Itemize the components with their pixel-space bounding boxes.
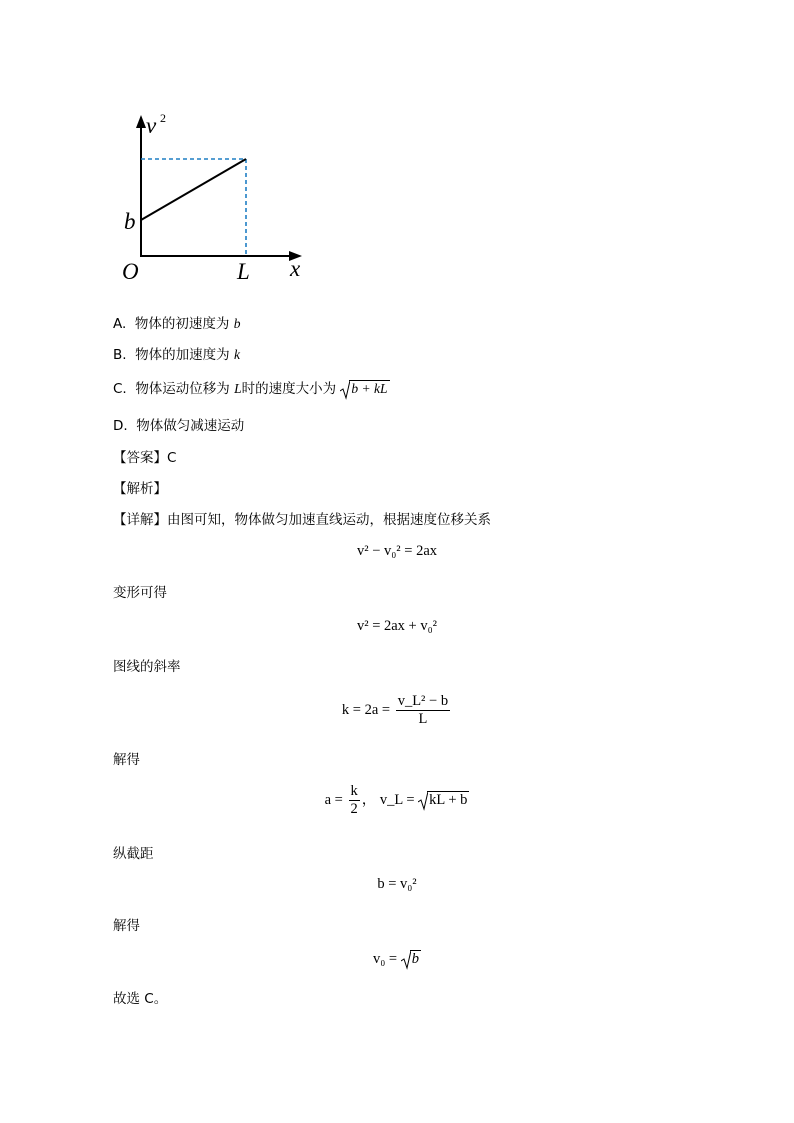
y-axis-label: v [146, 113, 157, 138]
option-c-sqrt [340, 380, 389, 397]
equation-3-fraction [396, 693, 450, 728]
step-4-text: 纵截距 [113, 846, 154, 862]
option-c-label: C. [113, 381, 127, 397]
equation-6-sqrt [401, 950, 421, 968]
option-c-text-post: 时的速度大小为 [241, 381, 337, 397]
answer-line [113, 446, 176, 466]
equation-6 [0, 950, 794, 968]
answer-value: C [167, 450, 177, 466]
step-2-text: 图线的斜率 [113, 659, 181, 675]
equation-3 [0, 693, 794, 728]
equation-1: v² − v₀² = 2ax [356, 543, 438, 559]
equation-6-radicand: b [411, 951, 419, 967]
equation-5: b = v₀² [377, 876, 417, 892]
equation-4-lhs: a = [324, 791, 343, 808]
option-a-text: 物体的初速度为 [134, 316, 230, 332]
detail-tag: 【详解】 [113, 512, 167, 528]
y-axis-arrow [136, 115, 146, 128]
step-5-text: 解得 [113, 918, 140, 934]
origin-label: O [122, 259, 139, 284]
v2-x-line [141, 159, 246, 220]
equation-4-sqrt [418, 791, 469, 809]
option-c-var: L [234, 381, 242, 396]
option-d-text: 物体做匀减速运动 [136, 418, 245, 434]
option-a [113, 312, 240, 332]
equation-4-radicand: kL + b [429, 791, 468, 808]
equation-4-rhs: v_L = [379, 791, 415, 808]
option-d [113, 414, 244, 434]
option-b-label: B. [113, 347, 127, 363]
step-1-text: 变形可得 [113, 585, 167, 601]
equation-4-separator: ， [361, 791, 377, 808]
equation-3-numerator: v_L² − b [397, 693, 449, 709]
option-c [113, 377, 390, 397]
option-b [113, 343, 240, 363]
conclusion-text: 故选 C。 [113, 991, 168, 1007]
equation-3-lhs: k = 2a = [341, 701, 391, 718]
option-d-label: D. [113, 418, 128, 434]
equation-6-lhs: v₀ = [373, 951, 398, 967]
intercept-label: b [124, 209, 136, 234]
detail-text: 由图可知，物体做匀加速直线运动，根据速度位移关系 [167, 512, 491, 528]
equation-2: v² = 2ax + v₀² [356, 618, 438, 634]
detail-line [113, 508, 491, 528]
analysis-tag: 【解析】 [113, 481, 167, 497]
x-axis-label: x [290, 256, 301, 281]
v2-x-graph [110, 110, 320, 285]
option-b-text: 物体的加速度为 [135, 347, 230, 363]
step-3-text: 解得 [113, 752, 140, 768]
equation-4-numerator: k [350, 783, 358, 799]
x-mark-label: L [237, 259, 250, 284]
option-a-var: b [233, 316, 241, 331]
answer-tag: 【答案】 [113, 450, 167, 466]
equation-4-fraction [349, 783, 360, 818]
y-axis-label-sup: 2 [160, 111, 166, 125]
equation-3-denominator: L [418, 711, 428, 727]
option-b-var: k [233, 347, 240, 362]
equation-4-denominator: 2 [350, 801, 358, 817]
equation-4 [0, 783, 794, 818]
option-a-label: A. [113, 316, 127, 332]
option-c-text-pre: 物体运动位移为 [135, 381, 230, 397]
option-c-radicand: b + kL [351, 381, 388, 396]
